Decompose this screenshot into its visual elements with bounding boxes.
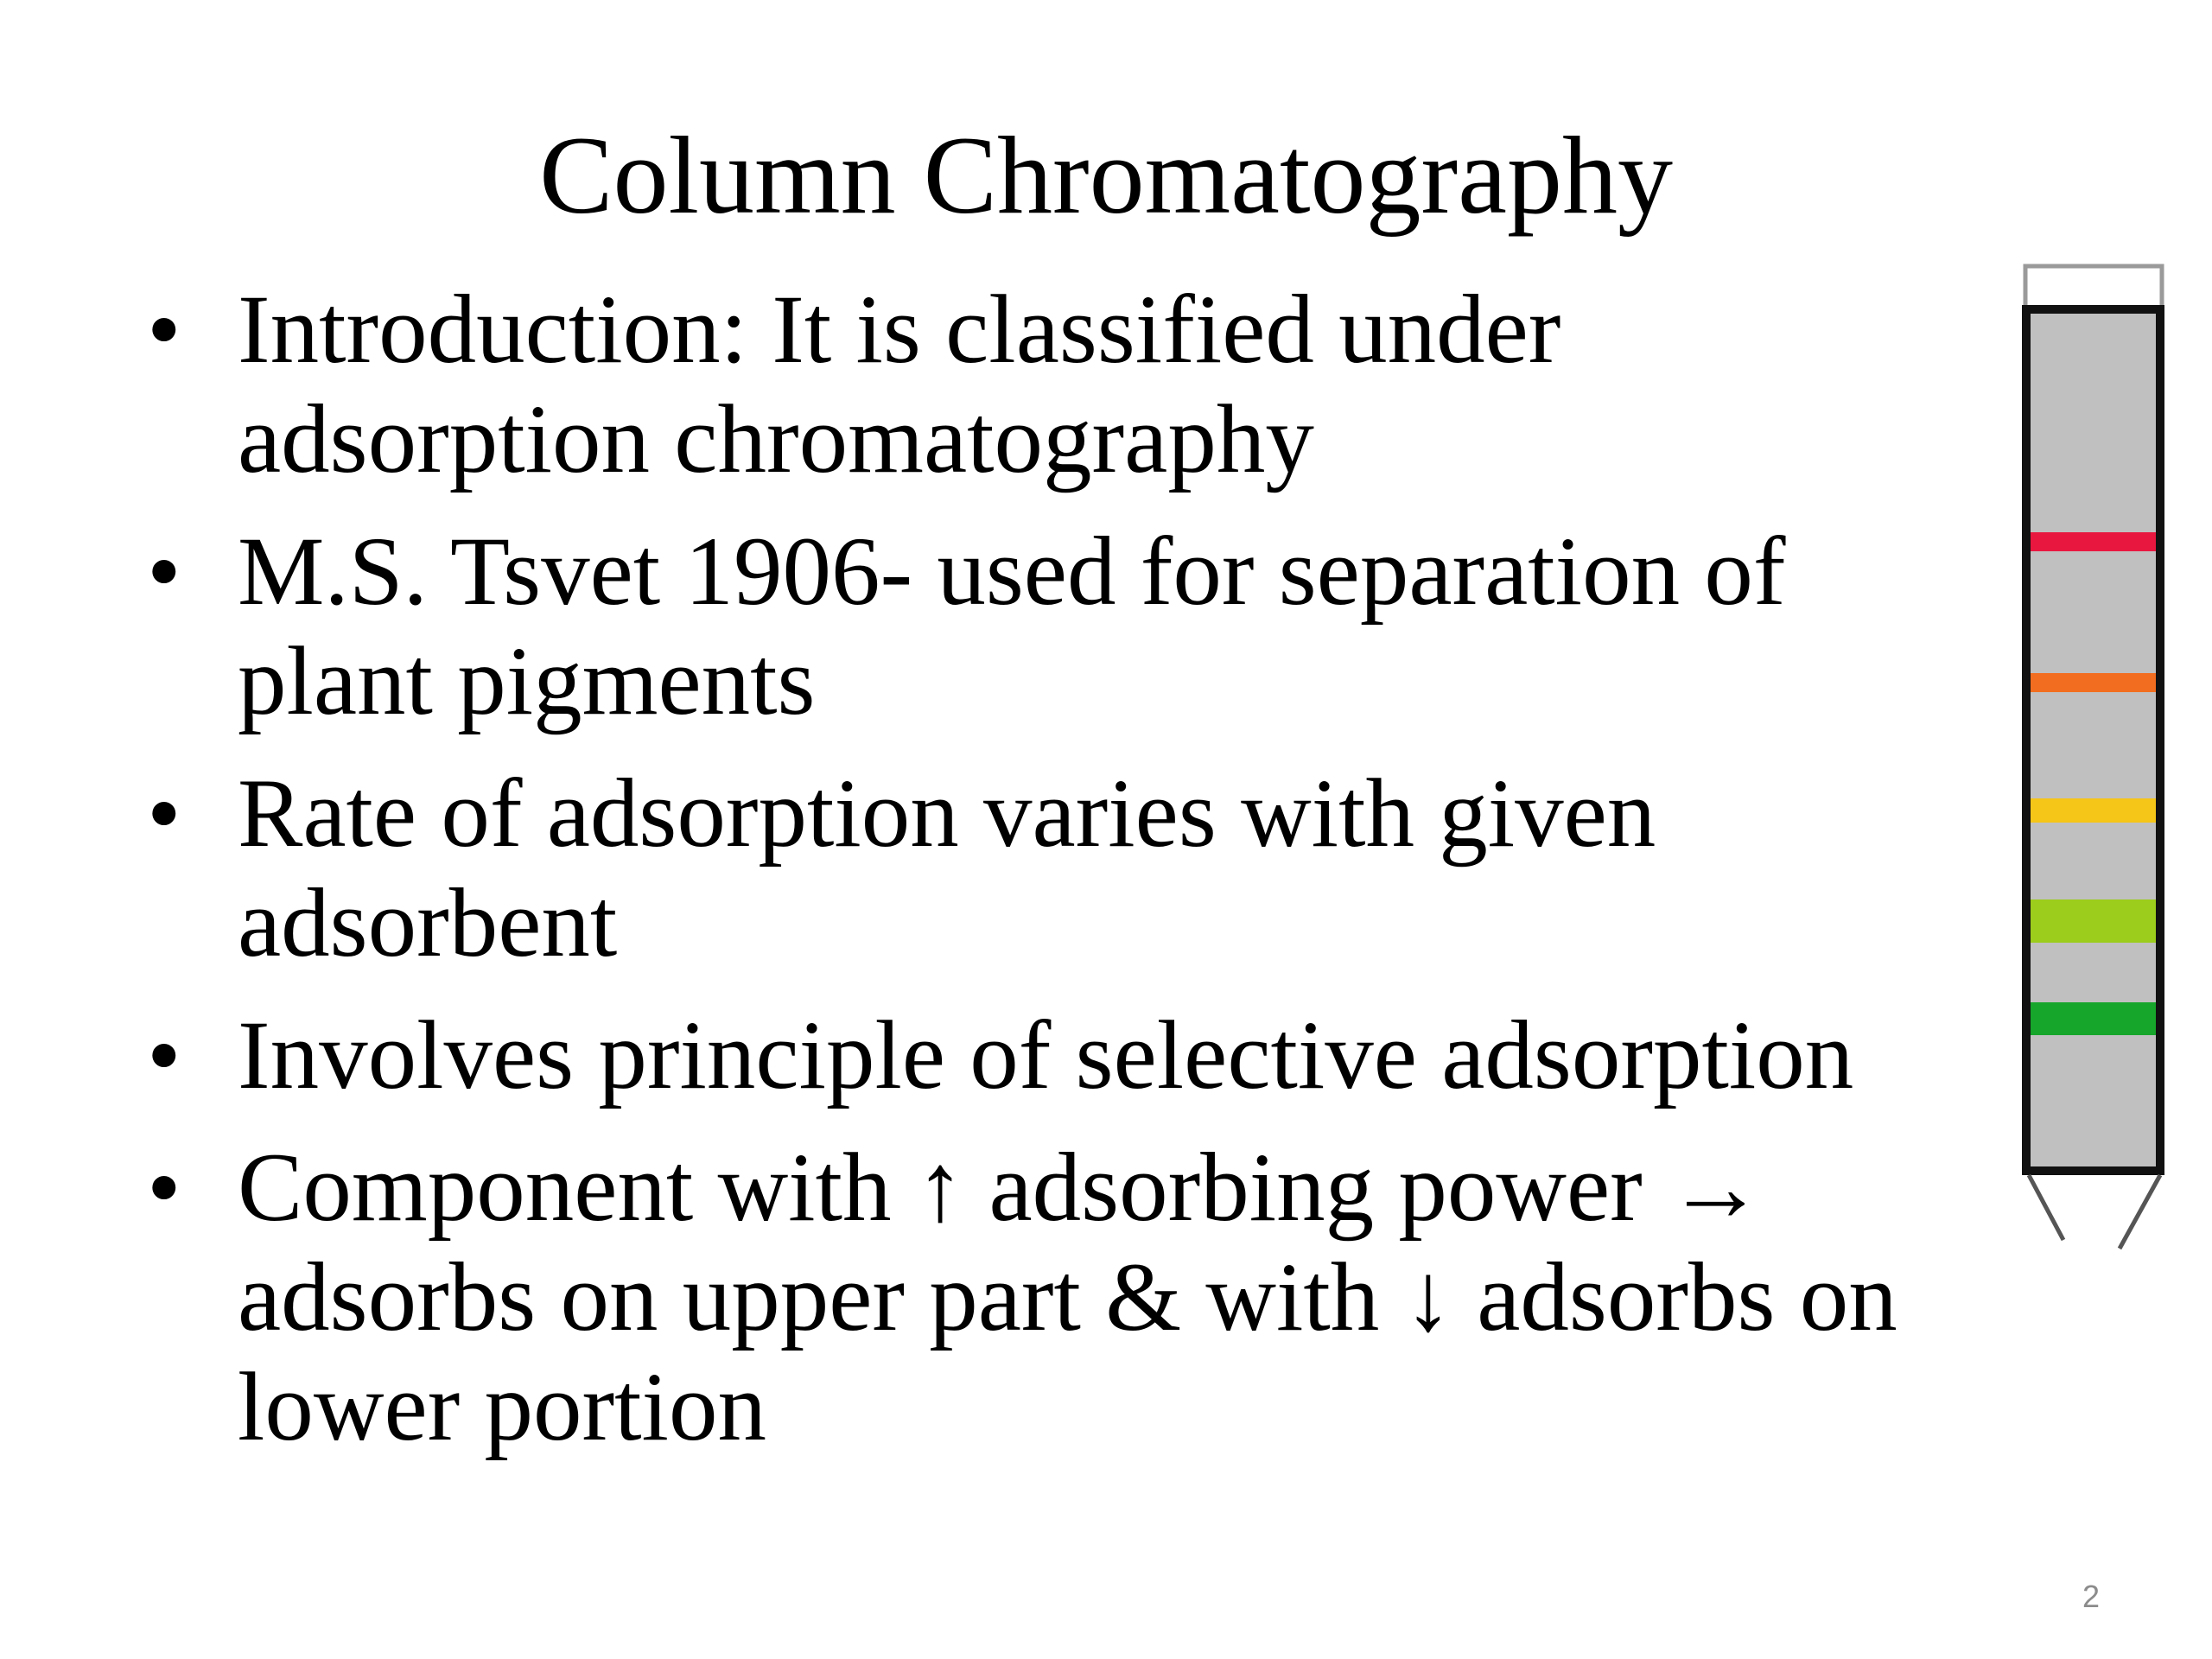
bullet-text: Introduction: It is classified under adsorption chromatography [238,276,1561,493]
pigment-band-orange [2031,673,2156,692]
bullet-text: Rate of adsorption varies with given adsorbent [238,760,1656,977]
pigment-band-red [2031,532,2156,551]
pigment-band-light-green [2031,899,2156,943]
bullet-marker: • [147,276,181,384]
bullet-list [147,275,1979,1484]
bullet-item-rate [147,759,1979,978]
bullet-marker: • [147,1001,181,1109]
bullet-item-principle [147,1001,1979,1110]
column-body [2026,309,2160,1171]
column-outlet-left [2029,1175,2063,1240]
bullet-marker: • [147,760,181,868]
bullet-text: Involves principle of selective adsorption [238,1001,1854,1109]
bullet-text: Component with ↑ adsorbing power → adsorbs on upper part & with ↓ adsorbs on lower portion [238,1134,1897,1461]
bullet-text: M.S. Tsvet 1906- used for separation of plant pigments [238,518,1786,735]
column-outlet-right [2120,1175,2160,1249]
chromatography-column-illustration [2009,259,2182,1253]
pigment-band-green [2031,1002,2156,1035]
bullet-item-tsvet [147,517,1979,736]
column-reservoir [2025,266,2162,309]
slide-title: Column Chromatography [539,114,1673,237]
bullet-marker: • [147,1134,181,1242]
pigment-band-yellow [2031,798,2156,823]
bullet-item-component [147,1133,1979,1462]
bullet-item-introduction [147,275,1979,494]
page-number: 2 [2082,1579,2101,1614]
bullet-marker: • [147,518,181,626]
